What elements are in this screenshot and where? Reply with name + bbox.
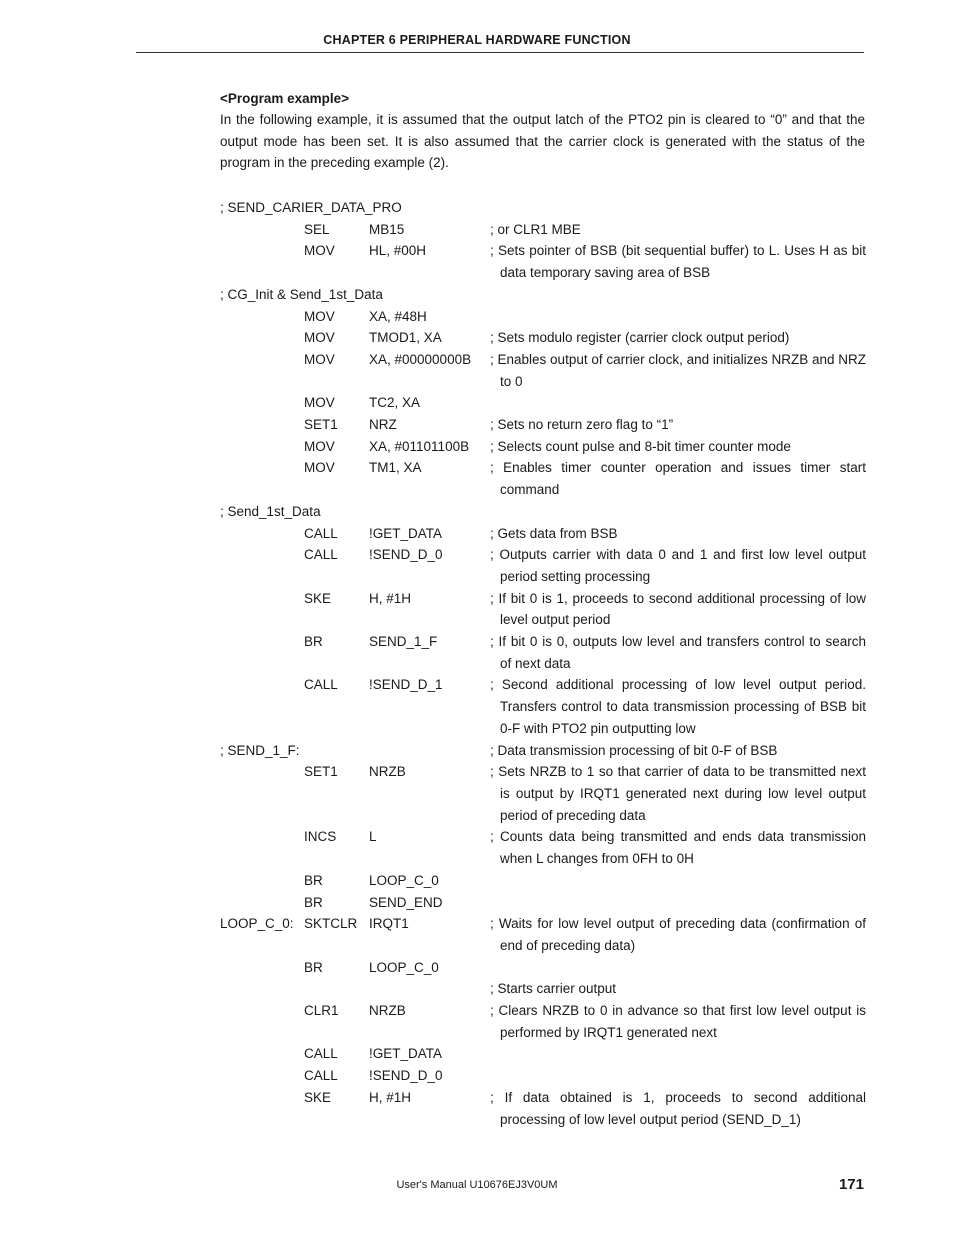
code-line bbox=[220, 674, 866, 739]
code-comment: ; Sets no return zero flag to “1” bbox=[490, 417, 674, 433]
code-mnemonic: CALL bbox=[304, 1068, 338, 1084]
code-operand: !SEND_D_0 bbox=[369, 547, 443, 563]
code-line bbox=[220, 631, 866, 674]
code-comment: ; Data transmission processing of bit 0-F of BSB bbox=[490, 742, 778, 758]
code-mnemonic: CALL bbox=[304, 1046, 338, 1062]
code-line bbox=[220, 913, 866, 956]
code-mnemonic: BR bbox=[304, 959, 323, 975]
code-comment bbox=[490, 1065, 866, 1087]
code-comment: ; Counts data being transmitted and ends data transmission when L changes from 0FH to 0H bbox=[490, 829, 866, 867]
code-line bbox=[220, 870, 866, 892]
code-line bbox=[220, 392, 866, 414]
code-comment: ; Gets data from BSB bbox=[490, 525, 618, 541]
code-mnemonic: MOV bbox=[304, 460, 335, 476]
code-line bbox=[220, 349, 866, 392]
code-operand: L bbox=[369, 829, 377, 845]
code-mnemonic: CALL bbox=[304, 547, 338, 563]
chapter-header: CHAPTER 6 PERIPHERAL HARDWARE FUNCTION bbox=[323, 33, 631, 47]
code-line bbox=[220, 219, 866, 241]
code-label: ; CG_Init & Send_1st_Data bbox=[220, 286, 383, 302]
code-mnemonic: SKTCLR bbox=[304, 916, 358, 932]
code-comment bbox=[490, 1043, 866, 1065]
code-operand: NRZ bbox=[369, 417, 397, 433]
code-comment bbox=[490, 392, 866, 414]
code-mnemonic: SET1 bbox=[304, 764, 338, 780]
footer-manual-id: User's Manual U10676EJ3V0UM bbox=[396, 1179, 558, 1191]
code-comment: ; Enables timer counter operation and issues timer start command bbox=[490, 460, 866, 498]
code-comment: ; Selects count pulse and 8-bit timer counter mode bbox=[490, 438, 791, 454]
code-mnemonic: SET1 bbox=[304, 417, 338, 433]
code-line bbox=[220, 523, 866, 545]
code-mnemonic: MOV bbox=[304, 395, 335, 411]
code-comment: ; If bit 0 is 1, proceeds to second additional processing of low level output period bbox=[490, 590, 866, 628]
code-line bbox=[220, 284, 866, 306]
code-comment bbox=[490, 957, 866, 979]
code-mnemonic: BR bbox=[304, 634, 323, 650]
code-operand: XA, #01101100B bbox=[369, 438, 470, 454]
code-mnemonic: MOV bbox=[304, 438, 335, 454]
code-line bbox=[220, 761, 866, 826]
code-line bbox=[220, 1000, 866, 1043]
code-line bbox=[220, 826, 866, 869]
code-comment: ; or CLR1 MBE bbox=[490, 221, 581, 237]
code-operand: XA, #48H bbox=[369, 308, 427, 324]
code-mnemonic: INCS bbox=[304, 829, 337, 845]
intro-paragraph: In the following example, it is assumed that the output latch of the PTO2 pin is cleared to “0” and that the output mode has been set. It is also assumed that the carrier clock is generated with the status of the program in the preceding example (2). bbox=[220, 112, 865, 171]
code-operand: !SEND_D_0 bbox=[369, 1068, 443, 1084]
code-listing bbox=[220, 197, 866, 1130]
code-line bbox=[220, 240, 866, 283]
code-comment: ; Second additional processing of low level output period. Transfers control to data transmission processing of BSB bit 0-F with PTO2 pin outputting low bbox=[490, 677, 866, 736]
code-operand: MB15 bbox=[369, 221, 405, 237]
code-operand: !SEND_D_1 bbox=[369, 677, 443, 693]
code-label: ; Send_1st_Data bbox=[220, 503, 321, 519]
code-comment bbox=[490, 501, 866, 523]
code-line bbox=[220, 588, 866, 631]
code-line bbox=[220, 436, 866, 458]
code-comment: ; Clears NRZB to 0 in advance so that first low level output is performed by IRQT1 generated next bbox=[490, 1003, 866, 1040]
code-comment: ; Waits for low level output of preceding data (confirmation of end of preceding data) bbox=[490, 916, 866, 953]
code-operand: !GET_DATA bbox=[369, 525, 443, 541]
code-line bbox=[220, 197, 866, 219]
code-comment: ; Outputs carrier with data 0 and 1 and first low level output period setting processing bbox=[490, 547, 866, 584]
code-line bbox=[220, 740, 866, 762]
code-operand: SEND_1_F bbox=[369, 634, 438, 650]
code-operand: NRZB bbox=[369, 1003, 406, 1019]
code-comment: ; If bit 0 is 0, outputs low level and transfers control to search of next data bbox=[490, 634, 866, 671]
code-operand: XA, #00000000B bbox=[369, 351, 472, 367]
code-operand: SEND_END bbox=[369, 894, 443, 910]
code-comment: ; If data obtained is 1, proceeds to second additional processing of low level output period (SEND_D_1) bbox=[490, 1089, 866, 1127]
code-mnemonic: MOV bbox=[304, 330, 335, 346]
code-operand: TMOD1, XA bbox=[369, 330, 442, 346]
code-line bbox=[220, 1065, 866, 1087]
code-comment bbox=[490, 197, 866, 219]
code-mnemonic: MOV bbox=[304, 351, 335, 367]
code-mnemonic: BR bbox=[304, 872, 323, 888]
code-operand: HL, #00H bbox=[369, 243, 427, 259]
code-comment bbox=[490, 284, 866, 306]
code-mnemonic: MOV bbox=[304, 243, 335, 259]
code-comment: ; Starts carrier output bbox=[490, 981, 617, 997]
code-operand: H, #1H bbox=[369, 590, 412, 606]
code-mnemonic: SKE bbox=[304, 1089, 332, 1105]
code-line bbox=[220, 1043, 866, 1065]
code-operand: NRZB bbox=[369, 764, 406, 780]
code-label: ; SEND_CARIER_DATA_PRO bbox=[220, 200, 402, 215]
code-label: LOOP_C_0: bbox=[220, 916, 294, 932]
code-mnemonic: CLR1 bbox=[304, 1003, 339, 1019]
code-line bbox=[220, 306, 866, 328]
code-comment bbox=[490, 892, 866, 914]
code-operand: H, #1H bbox=[369, 1089, 412, 1105]
code-line bbox=[220, 501, 866, 523]
code-mnemonic: SKE bbox=[304, 590, 332, 606]
code-mnemonic: CALL bbox=[304, 525, 338, 541]
code-comment: ; Sets pointer of BSB (bit sequential buffer) to L. Uses H as bit data temporary saving area of BSB bbox=[490, 243, 866, 281]
code-comment bbox=[490, 306, 866, 328]
code-operand: IRQT1 bbox=[369, 916, 409, 932]
header-rule bbox=[136, 52, 864, 53]
code-operand: TC2, XA bbox=[369, 395, 421, 411]
section-title: <Program example> bbox=[220, 91, 350, 106]
code-mnemonic: MOV bbox=[304, 308, 335, 324]
code-line bbox=[220, 544, 866, 587]
code-line bbox=[220, 414, 866, 436]
code-comment: ; Sets NRZB to 1 so that carrier of data to be transmitted next is output by IRQT1 generated next during low level output period of preceding data bbox=[490, 764, 866, 823]
code-operand: TM1, XA bbox=[369, 460, 422, 476]
code-line bbox=[220, 457, 866, 500]
code-label: ; SEND_1_F: bbox=[220, 742, 300, 758]
code-comment bbox=[490, 870, 866, 892]
code-comment: ; Enables output of carrier clock, and initializes NRZB and NRZ to 0 bbox=[490, 351, 866, 389]
code-line bbox=[220, 327, 866, 349]
code-line bbox=[220, 978, 866, 1000]
code-operand: LOOP_C_0 bbox=[369, 959, 439, 975]
code-comment: ; Sets modulo register (carrier clock output period) bbox=[490, 330, 790, 346]
code-mnemonic: SEL bbox=[304, 221, 330, 237]
code-line bbox=[220, 957, 866, 979]
code-mnemonic: CALL bbox=[304, 677, 338, 693]
code-operand: !GET_DATA bbox=[369, 1046, 443, 1062]
code-operand: LOOP_C_0 bbox=[369, 872, 439, 888]
page-number: 171 bbox=[838, 1176, 864, 1193]
code-line bbox=[220, 892, 866, 914]
code-mnemonic: BR bbox=[304, 894, 323, 910]
code-line bbox=[220, 1087, 866, 1130]
